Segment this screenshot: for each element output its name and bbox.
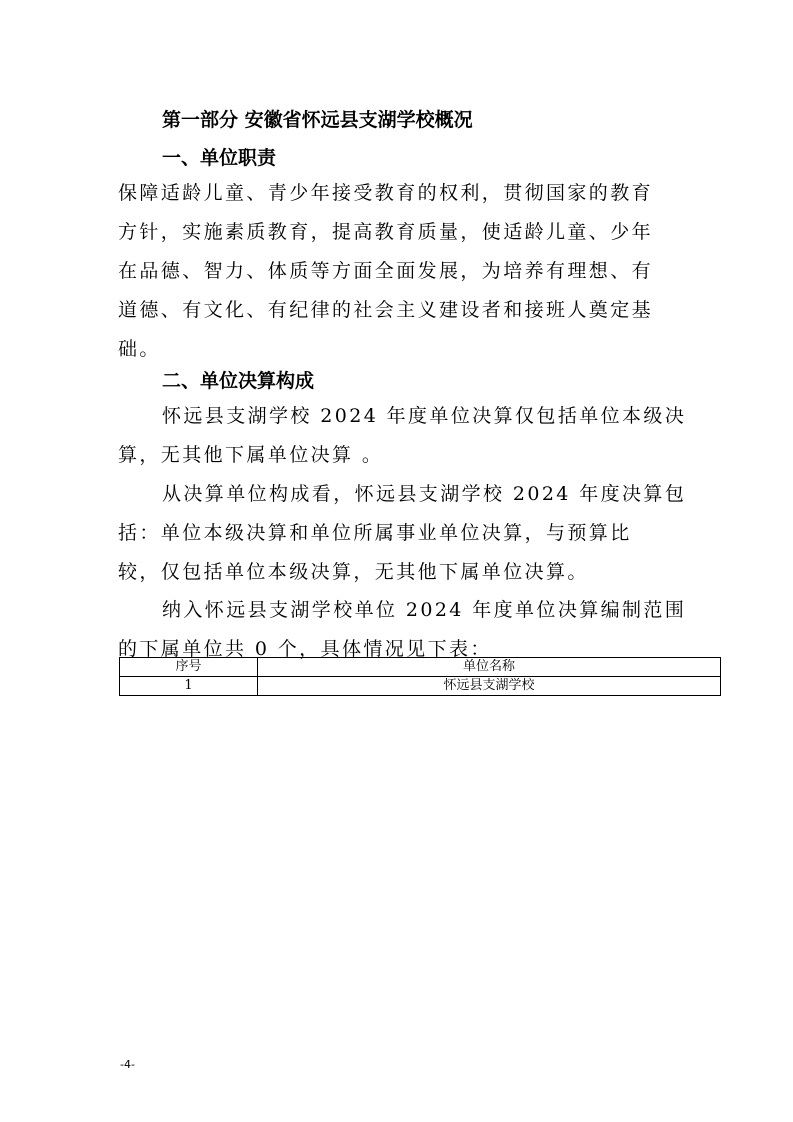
paragraph-line: 怀远县支湖学校 2024 年度单位决算仅包括单位本级决: [162, 405, 687, 427]
part-title: 第一部分 安徽省怀远县支湖学校概况: [162, 109, 473, 131]
paragraph-line: 括：单位本级决算和单位所属事业单位决算，与预算比: [118, 522, 632, 544]
table-row: [120, 677, 721, 696]
table-header-row: [120, 658, 721, 677]
paragraph-line: 的下属单位共 0 个，具体情况见下表：: [118, 638, 492, 660]
section1-heading: 一、单位职责: [162, 147, 277, 169]
section2-heading: 二、单位决算构成: [162, 370, 315, 392]
section2-paragraph-2: [118, 475, 687, 592]
table-cell-no: 1: [120, 677, 258, 696]
section2-paragraph-1: [118, 397, 687, 475]
table-header-name: 单位名称: [258, 658, 721, 677]
paragraph-line: 在品德、智力、体质等方面全面发展，为培养有理想、有: [118, 260, 654, 282]
paragraph-line: 保障适龄儿童、青少年接受教育的权利，贯彻国家的教育: [118, 182, 654, 204]
table-header-no: 序号: [120, 658, 258, 677]
page-number: -4-: [120, 1058, 135, 1071]
table-cell-name: 怀远县支湖学校: [258, 677, 721, 696]
paragraph-line: 纳入怀远县支湖学校单位 2024 年度单位决算编制范围: [162, 599, 687, 621]
unit-table: [119, 657, 721, 696]
paragraph-line: 方针，实施素质教育，提高教育质量，使适龄儿童、少年: [118, 221, 654, 243]
paragraph-line: 从决算单位构成看，怀远县支湖学校 2024 年度决算包: [162, 483, 687, 505]
section1-paragraph: [118, 174, 678, 369]
paragraph-line: 道德、有文化、有纪律的社会主义建设者和接班人奠定基: [118, 299, 654, 321]
paragraph-line: 算，无其他下属单位决算 。: [118, 444, 384, 466]
paragraph-line: 较，仅包括单位本级决算，无其他下属单位决算。: [118, 561, 589, 583]
paragraph-line: 础。: [118, 338, 161, 360]
